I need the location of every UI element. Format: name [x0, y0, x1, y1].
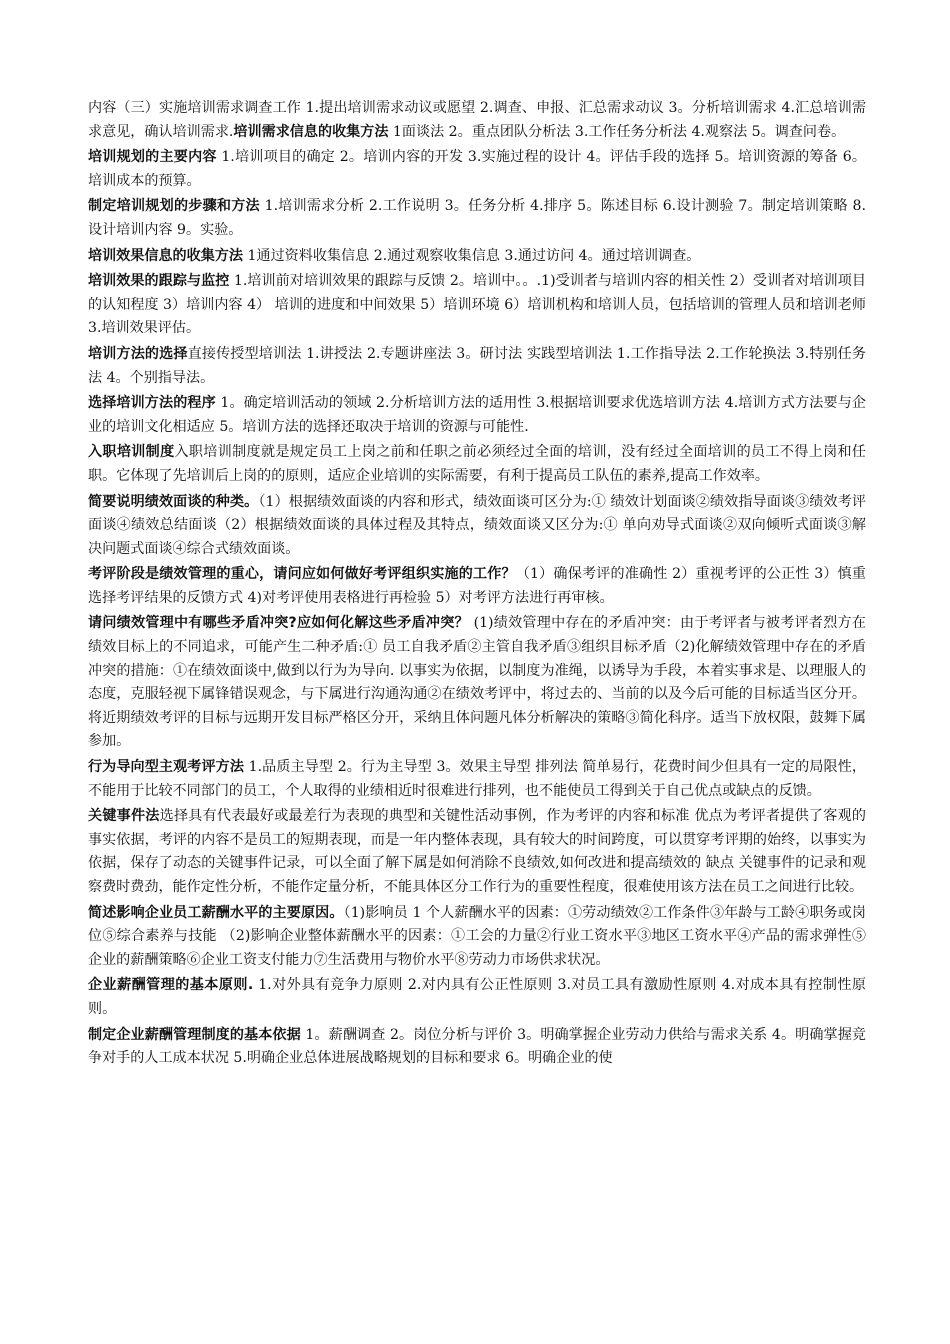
paragraph-text: （1）确保考评的准确性 2）重视考评的公正性 3）慎重选择考评结果的反馈方式 4)对考评使用表格进行再检验 5）对考评方法进行再审核。 [88, 566, 867, 606]
paragraph-heading: 入职培训制度 [88, 444, 175, 461]
paragraph-text: 1.培训前对培训效果的跟踪与反馈 2。培训中。。.1)受训者与培训内容的相关性 2）受训者对培训项目的认知程度 3）培训内容 4） 培训的进度和中间效果 5）培训环境 6）培训机构和培训人员，包括培训的管理人员和培训老师 3.培训效果评估。 [88, 273, 866, 337]
paragraph-heading: 培训方法的选择 [88, 345, 188, 362]
paragraph-text: 1。确定培训活动的领域 2.分析培训方法的适用性 3.根据培训要求优选培训方法 4.培训方式方法要与企业的培训文化相适应 5。培训方法的选择还取决于培训的资源与可能性. [88, 395, 866, 435]
paragraph-text: (1)绩效管理中存在的矛盾冲突：由于考评者与被考评者烈方在绩效目标上的不同追求，可能产生二种矛盾:① 员工自我矛盾②主管自我矛盾③组织目标矛盾（2)化解绩效管理中存在的矛盾冲突的措施：①在绩效面谈中,做到以行为为导向. 以事实为依据，以制度为准绳，以诱导为手段，本着实事求是、以理服人的态度，克服轻视下属锋错误观念，与下属进行沟通沟通②在绩效考评中，将过去的、当前的以及今后可能的目标适当区分开。将近期绩效考评的目标与远期开发目标严格区分开，采纳且体问题凡体分析解决的策略③简化科序。适当下放权限，鼓舞下属参加。 [88, 615, 866, 750]
paragraph-text: 1面谈法 2。重点团队分析法 3.工作任务分析法 4.观察法 5。调查问卷。 [388, 123, 846, 140]
paragraph-heading: 选择培训方法的程序 [88, 395, 216, 412]
paragraph-heading: 行为导向型主观考评方法 [88, 759, 245, 776]
paragraph-heading: 培训需求信息的收集方法 [233, 123, 389, 140]
paragraph-heading: 培训效果的跟踪与监控 [88, 273, 230, 290]
paragraph-text: 选择具有代表最好或最差行为表现的典型和关键性活动事例，作为考评的内容和标准 优点为考评者提供了客观的事实依据，考评的内容不是员工的短期表现，而是一年内整体表现，具有较大的时间跨度，可以贯穿考评期的始终，以事实为依据，保存了动态的关键事件记录，可以全面了解下属是如何消除不良绩效,如何改进和提高绩效的 缺点 关键事件的记录和观察费时费劲，能作定性分析，不能作定量分析，不能具体区分工作行为的重要性程度，很难使用该方法在员工之间进行比较。 [88, 808, 866, 895]
paragraph-text: 1.对外具有竞争力原则 2.对内具有公正性原则 3.对员工具有激励性原则 4.对成本具有控制性原则。 [88, 977, 866, 1017]
paragraph [88, 1024, 866, 1071]
paragraph [88, 491, 866, 562]
paragraph-text: 1。薪酬调查 2。岗位分析与评价 3。明确掌握企业劳动力供给与需求关系 4。明确掌握竞争对手的人工成本状况 5.明确企业总体进展战略规划的目标和要求 6。明确企业的使 [88, 1026, 866, 1067]
paragraph-heading: 培训规划的主要内容 [88, 149, 217, 166]
paragraph-heading: 关键事件法 [88, 808, 160, 825]
paragraph [88, 902, 866, 973]
paragraph [88, 343, 866, 390]
paragraph-text: 1通过资料收集信息 2.通过观察收集信息 3.通过访问 4。通过培训调查。 [243, 247, 701, 264]
paragraph [88, 756, 866, 803]
paragraph-text: 直接传授型培训法 1.讲授法 2.专题讲座法 3。研讨法 实践型培训法 1.工作指导法 2.工作轮换法 3.特别任务法 4。个别指导法。 [88, 345, 866, 386]
paragraph [88, 270, 866, 341]
paragraph-heading: 简述影响企业员工薪酬水平的主要原因。 [88, 904, 344, 921]
paragraph-heading: 培训效果信息的收集方法 [88, 247, 244, 264]
paragraph [88, 612, 866, 754]
paragraph-text: 内容（三）实施培训需求调查工作 1.提出培训需求动议或愿望 2.调查、申报、汇总需求动议 3。分析培训需求 4.汇总培训需求意见，确认培训需求. [88, 100, 866, 140]
paragraph-text: 1.品质主导型 2。行为主导型 3。效果主导型 排列法 简单易行，花费时间少但具有一定的局限性，不能用于比较不同部门的员工，个人取得的业绩相近时很难进行排列，也不能使员工得到关于自己优点或缺点的反馈。 [88, 759, 866, 799]
paragraph [88, 392, 866, 439]
paragraph-heading: 制定企业薪酬管理制度的基本依据 [88, 1026, 301, 1043]
paragraph [88, 146, 866, 193]
paragraph [88, 805, 866, 899]
paragraph [88, 563, 866, 610]
paragraph [88, 441, 866, 488]
paragraph [88, 195, 866, 242]
paragraph-heading: 简要说明绩效面谈的种类。 [88, 493, 259, 510]
paragraph [88, 97, 866, 144]
paragraph [88, 974, 866, 1021]
paragraph [88, 245, 866, 269]
document-page [88, 97, 866, 1073]
paragraph-heading: 企业薪酬管理的基本原则. [88, 977, 254, 994]
paragraph-text: （1)影响员 1 个人薪酬水平的因素：①劳动绩效②工作条件③年龄与工龄④职务或岗位⑤综合素养与技能 （2)影响企业整体薪酬水平的因素：①工会的力量②行业工资水平③地区工资水平④产品的需求弹性⑤企业的薪酬策略⑥企业工资支付能力⑦生活费用与物价水平⑧劳动力市场供求状况。 [88, 904, 867, 968]
paragraph-text: 1.培训项目的确定 2。培训内容的开发 3.实施过程的设计 4。评估手段的选择 5。培训资源的筹备 6。培训成本的预算。 [88, 149, 866, 189]
paragraph-text: （1）根据绩效面谈的内容和形式，绩效面谈可区分为:① 绩效计划面谈②绩效指导面谈③绩效考评面谈④绩效总结面谈（2）根据绩效面谈的具体过程及其特点，绩效面谈又区分为:① 单向劝导式面谈②双向倾听式面谈③解决问题式面谈④综合式绩效面谈。 [88, 493, 866, 557]
paragraph-text: 1.培训需求分析 2.工作说明 3。任务分析 4.排序 5。陈述目标 6.设计测验 7。制定培训策略 8.设计培训内容 9。实验。 [88, 198, 866, 238]
paragraph-text: 入职培训制度就是规定员工上岗之前和任职之前必须经过全面的培训，没有经过全面培训的员工不得上岗和任职。它体现了先培训后上岗的的原则，适应企业培训的实际需要，有利于提高员工队伍的素养,提高工作效率。 [88, 444, 866, 484]
paragraph-heading: 请问绩效管理中有哪些矛盾冲突?应如何化解这些矛盾冲突？ [88, 615, 469, 632]
paragraph-heading: 考评阶段是绩效管理的重心，请问应如何做好考评组织实施的工作？ [88, 566, 516, 583]
paragraph-heading: 制定培训规划的步骤和方法 [88, 198, 260, 215]
